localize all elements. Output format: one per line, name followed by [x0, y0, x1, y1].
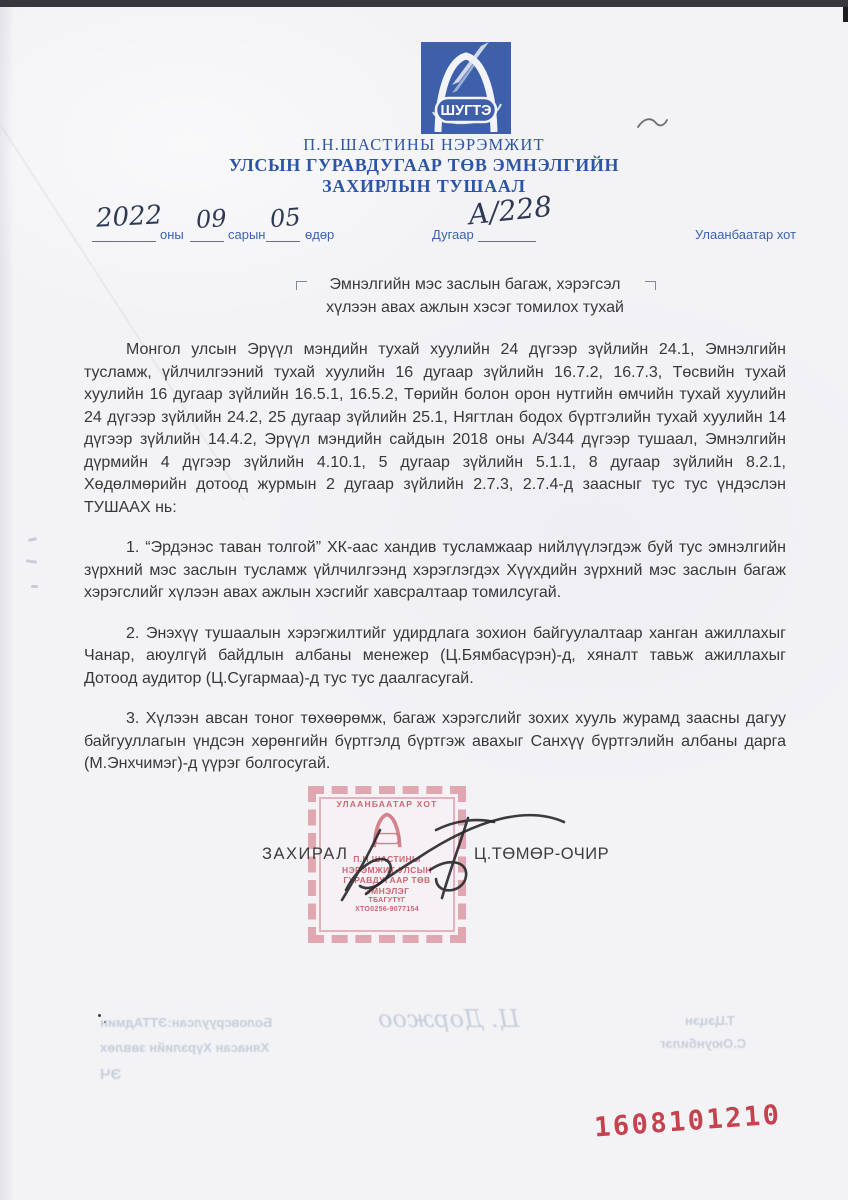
stamp-line-2: НЭРЭМЖИТ·УЛСЫН [342, 864, 432, 875]
pen-squiggle-mark [636, 115, 670, 131]
bleedthrough-left-line3: ЭЧ [100, 1066, 122, 1083]
document-type-title: ЗАХИРЛЫН ТУШААЛ [322, 176, 526, 196]
subject-line2: хүлээн авах ажлын хэсэг томилох тухай [326, 299, 624, 316]
order-item-1: 1. “Эрдэнэс таван толгой” ХК-аас хандив тусламжаар нийлүүлэгдэж буй тус эмнэлгийн зүрхний мэс заслын тусламж үйлчилгээнд хэрэглэгдэх Хүүхдийн зүрхний мэс заслын багаж хэрэгслийг хүлээн авах ажлын хэсгийг хавсралтаар томилсугай. [84, 539, 786, 601]
date-day-label: өдөр [305, 227, 335, 242]
order-number-label: Дугаар [432, 227, 474, 242]
date-month-handwritten: 09 [195, 203, 228, 235]
stamp-registration-number: ХТО0256-9077154 [355, 906, 419, 913]
date-year-blank [92, 224, 156, 242]
date-month-blank [190, 224, 224, 242]
date-month-label: сарын [228, 227, 266, 242]
stamp-city-text: УЛААНБААТАР ХОТ [336, 799, 438, 809]
org-name-line1: П.Н.ШАСТИНЫ НЭРЭМЖИТ [303, 135, 545, 154]
scan-number-stamp: 1608101210 [593, 1099, 783, 1144]
date-year-handwritten: 2022 [95, 200, 163, 234]
ink-smudge [28, 537, 37, 542]
stamp-line-5: ТБАГУТҮГ [368, 897, 406, 904]
bleedthrough-right-line1: Т.Цэцэн [685, 1013, 735, 1028]
order-item-3: 3. Хүлээн авсан тоног төхөөрөмж, багаж хэрэгслийг зохих хууль журамд заасны дагуу байгууллагын үндсэн хөрөнгийн бүртгэлд бүртгэж авахыг Санхүү бүртгэлийн албаны дарга (М.Энхчимэг)-д үүрэг болгосугай. [84, 710, 786, 772]
bleedthrough-right-line2: С.Оюунбилэг [660, 1036, 747, 1051]
city-label: Улаанбаатар хот [695, 227, 797, 242]
order-number-handwritten: А/228 [466, 189, 554, 232]
date-year-label: оны [160, 227, 184, 242]
bleedthrough-signature-script: Ц. Доржоо [378, 1005, 520, 1033]
order-item-2: 2. Энэхүү тушаалын хэрэгжилтийг удирдлага зохион байгуулалтаар ханган ажиллахыг Чанар, аюулгүй байдлын албаны менежер (Ц.Бямбасүрэн)-д, хяналт тавьж ажиллахыг Дотоод аудитор (Ц.Сугармаа)-д тус тус даалгасугай. [84, 624, 786, 687]
scan-corner-mark [843, 7, 848, 22]
subject-line1: Эмнэлгийн мэс заслын багаж, хэрэгсэл [329, 276, 621, 293]
org-name-line2: УЛСЫН ГУРАВДУГААР ТӨВ ЭМНЭЛГИЙН [228, 155, 620, 175]
ink-smudge [31, 585, 38, 588]
order-subject [265, 273, 685, 319]
date-day-handwritten: 05 [268, 202, 302, 234]
bleedthrough-left-line1: Боловсруулсан:ЭТТАдмин [100, 1015, 273, 1030]
stamp-line-1: П.Н.ШАСТИНЫ [353, 854, 421, 864]
order-body [84, 339, 786, 794]
ink-smudge [26, 559, 37, 564]
signature-title: ЗАХИРАЛ [262, 845, 349, 863]
stamp-line-3: ГУРАВДУГААР ТӨВ [343, 875, 431, 885]
stamp-line-4: ЭМНЭЛЭГ [364, 885, 410, 896]
date-day-blank [266, 224, 300, 242]
order-preamble: Монгол улсын Эрүүл мэндийн тухай хуулийн 24 дүгээр зүйлийн 24.1, Эмнэлгийн тусламж, үйлчилгээний тухай хуулийн 16 дугаар зүйлийн 16.7.2, 16.7.3, Төсвийн тухай хуулийн 16 дугаар зүйлийн 16.5.1, 16.5.2, Төрийн болон орон нутгийн өмчийн тухай хуулийн 24 дүгээр зүйлийн 24.2, 25 дугаар зүйлийн 25.1, Нягтлан бодох бүртгэлийн тухай хуулийн 14 дүгээр зүйлийн 14.4.2, Эрүүл мэндийн сайдын 2018 оны А/344 дүгээр тушаал, Эмнэлгийн дүрмийн 4 дүгээр зүйлийн 4.10.1, 5 дугаар зүйлийн 5.1.1, 8 дугаар зүйлийн 8.2.1, Хөдөлмөрийн дотоод журмын 2 дугаар зүйлийн 2.7.3, 2.7.4-д заасныг тус тус үндэслэн ТУШААХ нь: [84, 341, 786, 516]
hospital-logo [421, 42, 511, 134]
bleedthrough-left-line2: Хянасан Хүрэлийн зөвлөх [100, 1040, 270, 1055]
director-signature-ink [318, 800, 570, 912]
signature-name: Ц.ТӨМӨР-ОЧИР [474, 845, 610, 863]
logo-text: ШУГТЭ [440, 103, 492, 119]
scan-edge-strip [0, 0, 848, 7]
